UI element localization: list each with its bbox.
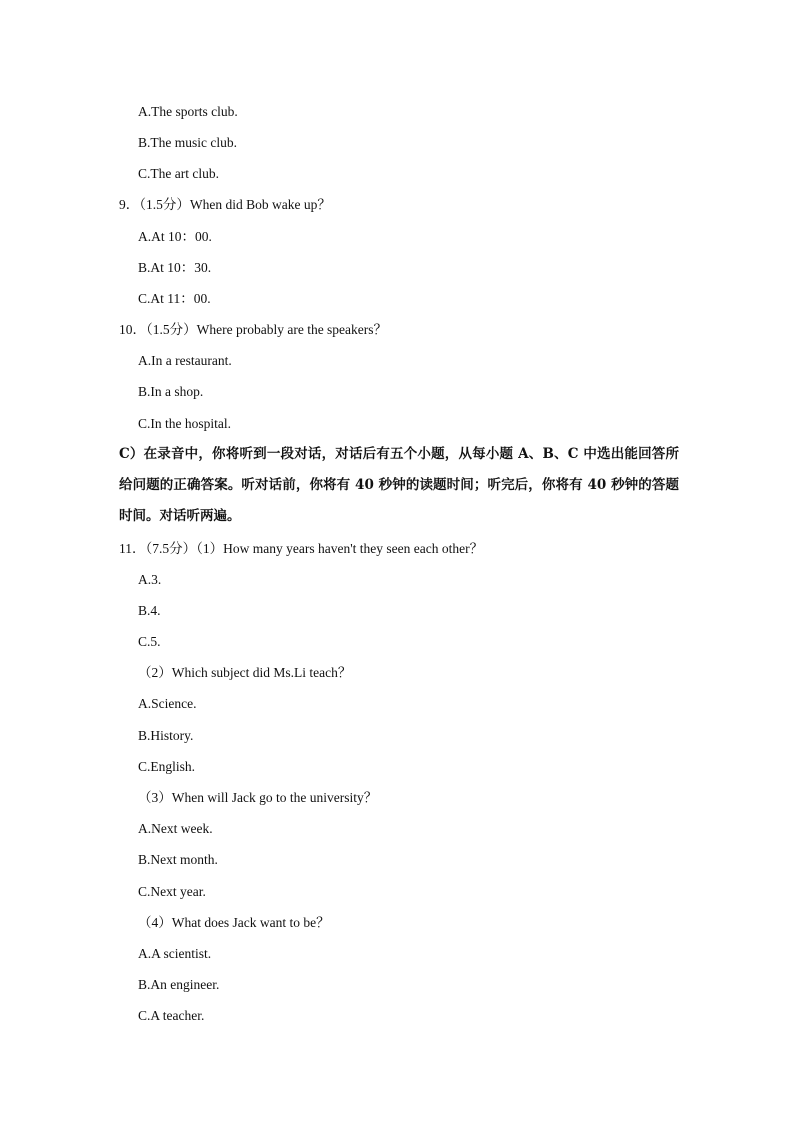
q11-1-option-b: B.4. — [138, 603, 161, 618]
q10-stem: 10．（1.5分）Where probably are the speakers？ — [119, 322, 388, 337]
q10-option-b: B.In a shop. — [138, 384, 204, 399]
q11-2-option-b: B.History. — [138, 728, 194, 743]
q8-option-b: B.The music club. — [138, 135, 237, 150]
q9-stem: 9．（1.5分）When did Bob wake up？ — [119, 197, 331, 212]
q11-4-stem: （4）What does Jack want to be？ — [138, 915, 330, 930]
q10-option-a: A.In a restaurant. — [138, 353, 232, 368]
q9-option-b: B.At 10：30. — [138, 260, 212, 275]
q11-4-option-c: C.A teacher. — [138, 1008, 205, 1023]
q11-2-stem: （2）Which subject did Ms.Li teach？ — [138, 665, 352, 680]
q8-option-a: A.The sports club. — [138, 104, 238, 119]
q11-1-option-c: C.5. — [138, 634, 161, 649]
q11-3-option-b: B.Next month. — [138, 852, 218, 867]
q10-option-c: C.In the hospital. — [138, 416, 231, 431]
q11-3-option-a: A.Next week. — [138, 821, 213, 836]
q11-2-option-a: A.Science. — [138, 696, 197, 711]
q11-stem: 11．（7.5分）（1）How many years haven't they seen each other？ — [119, 541, 484, 556]
q11-2-option-c: C.English. — [138, 759, 196, 774]
q11-4-option-b: B.An engineer. — [138, 977, 220, 992]
q11-4-option-a: A.A scientist. — [138, 946, 212, 961]
section-c-instructions: C）在录音中，你将听到一段对话，对话后有五个小题，从每小题 A、B、C 中选出能回答所给问题的正确答案。听对话前，你将有 40 秒钟的读题时间；听完后，你将有 40 秒钟的答题时间。对话听两遍。 — [119, 446, 679, 524]
q11-3-stem: （3）When will Jack go to the university？ — [138, 790, 378, 805]
q8-option-c: C.The art club. — [138, 166, 219, 181]
q9-option-c: C.At 11：00. — [138, 291, 211, 306]
q9-option-a: A.At 10：00. — [138, 229, 212, 244]
q11-3-option-c: C.Next year. — [138, 884, 206, 899]
q11-1-option-a: A.3. — [138, 572, 162, 587]
